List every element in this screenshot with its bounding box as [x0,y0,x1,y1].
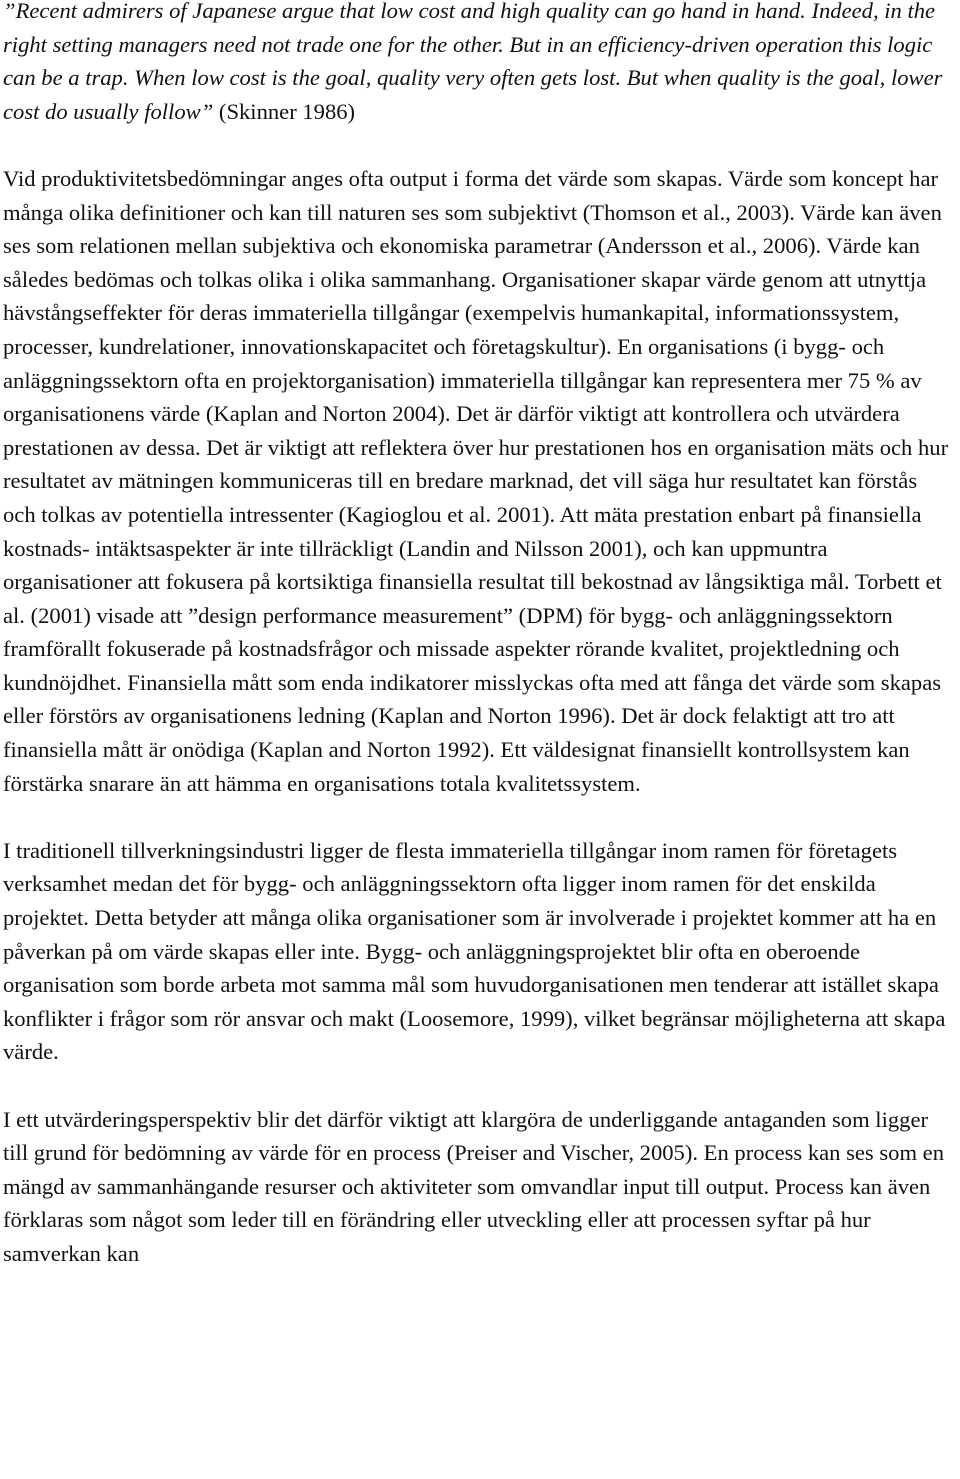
skinner-citation: (Skinner 1986) [213,98,356,124]
document-page [3,0,955,1271]
skinner-quote-paragraph [3,0,955,128]
value-definition-paragraph: Vid produktivitetsbedömningar anges ofta output i forma det värde som skapas. Värde som koncept har många olika definitioner och kan till naturen ses som subjektivt (Thomson et al., 2003). Värde kan även ses som relationen mellan subjektiva och ekonomiska parametrar (Andersson et al., 2006). Värde kan således bedömas och tolkas olika i olika sammanhang. Organisationer skapar värde genom att utnyttja hävstångseffekter för deras immateriella tillgångar (exempelvis humankapital, informationssystem, processer, kundrelationer, innovationskapacitet och företagskultur). En organisations (i bygg- och anläggningssektorn ofta en projektorganisation) immateriella tillgångar kan representera mer 75 % av organisationens värde (Kaplan and Norton 2004). Det är därför viktigt att kontrollera och utvärdera prestationen av dessa. Det är viktigt att reflektera över hur prestationen hos en organisation mäts och hur resultatet av mätningen kommuniceras till en bredare marknad, det vill säga hur resultatet kan förstås och tolkas av potentiella intressenter (Kagioglou et al. 2001). Att mäta prestation enbart på finansiella kostnads- intäktsaspekter är inte tillräckligt (Landin and Nilsson 2001), och kan uppmuntra organisationer att fokusera på kortsiktiga finansiella resultat till bekostnad av långsiktiga mål. Torbett et al. (2001) visade att ”design performance measurement” (DPM) för bygg- och anläggningssektorn framförallt fokuserade på kostnadsfrågor och missade aspekter rörande kvalitet, projektledning och kundnöjdhet. Finansiella mått som enda indikatorer misslyckas ofta med att fånga det värde som skapas eller förstörs av organisationens ledning (Kaplan and Norton 1996). Det är dock felaktigt att tro att finansiella mått är onödiga (Kaplan and Norton 1992). Ett väldesignat finansiellt kontrollsystem kan förstärka snarare än att hämma en organisations totala kvalitetssystem. [3,165,949,796]
skinner-quote: ”Recent admirers of Japanese argue that low cost and high quality can go hand in hand. Indeed, in the right setting managers need not trade one for the other. But in an efficiency-driven operation this logic can be a trap. When low cost is the goal, quality very often gets lost. But when quality is the goal, lower cost do usually follow” [3,0,943,124]
evaluation-perspective-paragraph: I ett utvärderingsperspektiv blir det därför viktigt att klargöra de underliggande antaganden som ligger till grund för bedömning av värde för en process (Preiser and Vischer, 2005). En process kan ses som en mängd av sammanhängande resurser och aktiviteter som omvandlar input till output. Process kan även förklaras som något som leder till en förändring eller utveckling eller att processen syftar på hur samverkan kan [3,1106,944,1266]
intangible-assets-paragraph: I traditionell tillverkningsindustri ligger de flesta immateriella tillgångar inom ramen för företagets verksamhet medan det för bygg- och anläggningssektorn ofta ligger inom ramen för det enskilda projektet. Detta betyder att många olika organisationer som är involverade i projektet kommer att ha en påverkan på om värde skapas eller inte. Bygg- och anläggningsprojektet blir ofta en oberoende organisation som borde arbeta mot samma mål som huvudorganisationen men tenderar att istället skapa konflikter i frågor som rör ansvar och makt (Loosemore, 1999), vilket begränsar möjligheterna att skapa värde. [3,837,946,1065]
